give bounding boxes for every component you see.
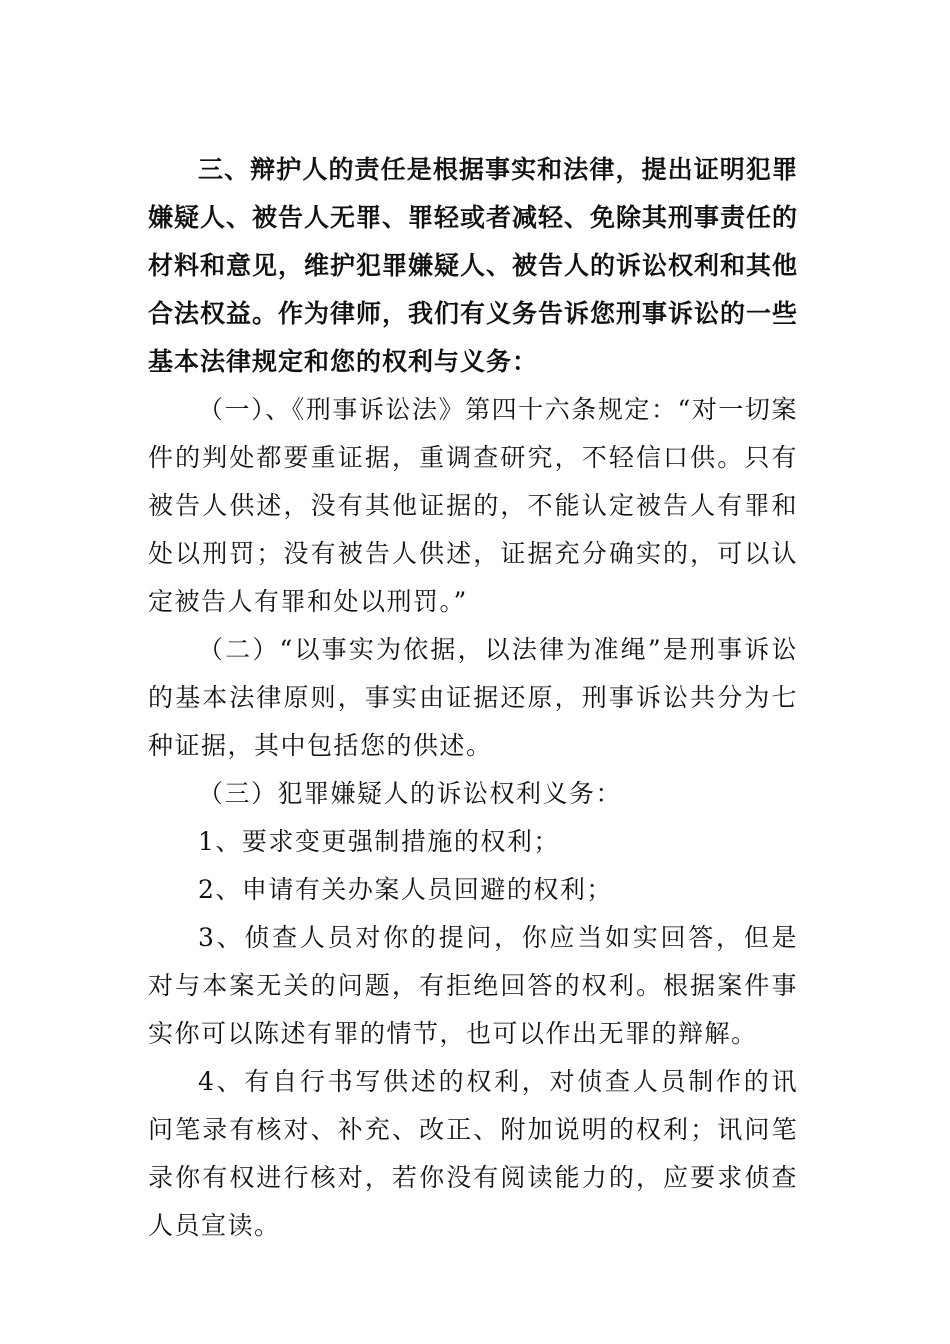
document-body [148, 146, 798, 1250]
paragraph-article-46: （一）、《刑事诉讼法》第四十六条规定：“对一切案件的判处都要重证据，重调查研究，不轻信口供。只有被告人供述，没有其他证据的，不能认定被告人有罪和处以刑罚；没有被告人供述，证据充分确实的，可以认定被告人有罪和处以刑罚。” [148, 395, 798, 616]
paragraph-rights-heading: （三）犯罪嫌疑人的诉讼权利义务： [198, 779, 623, 808]
paragraph-right-4: 4、有自行书写供述的权利，对侦查人员制作的讯问笔录有核对、补充、改正、附加说明的权利；讯问笔录你有权进行核对，若你没有阅读能力的，应要求侦查人员宣读。 [148, 1067, 798, 1240]
paragraph-right-3: 3、侦查人员对你的提问，你应当如实回答，但是对与本案无关的问题，有拒绝回答的权利。根据案件事实你可以陈述有罪的情节，也可以作出无罪的辩解。 [148, 923, 798, 1048]
paragraph-right-2: 2、申请有关办案人员回避的权利； [198, 875, 613, 904]
paragraph-defender-duty: 三、辩护人的责任是根据事实和法律，提出证明犯罪嫌疑人、被告人无罪、罪轻或者减轻、免除其刑事责任的材料和意见，维护犯罪嫌疑人、被告人的诉讼权利和其他合法权益。作为律师，我们有义务告诉您刑事诉讼的一些基本法律规定和您的权利与义务： [148, 155, 799, 376]
paragraph-principle: （二）“以事实为依据，以法律为准绳”是刑事诉讼的基本法律原则，事实由证据还原，刑事诉讼共分为七种证据，其中包括您的供述。 [148, 635, 798, 760]
paragraph-right-1: 1、要求变更强制措施的权利； [198, 827, 560, 856]
